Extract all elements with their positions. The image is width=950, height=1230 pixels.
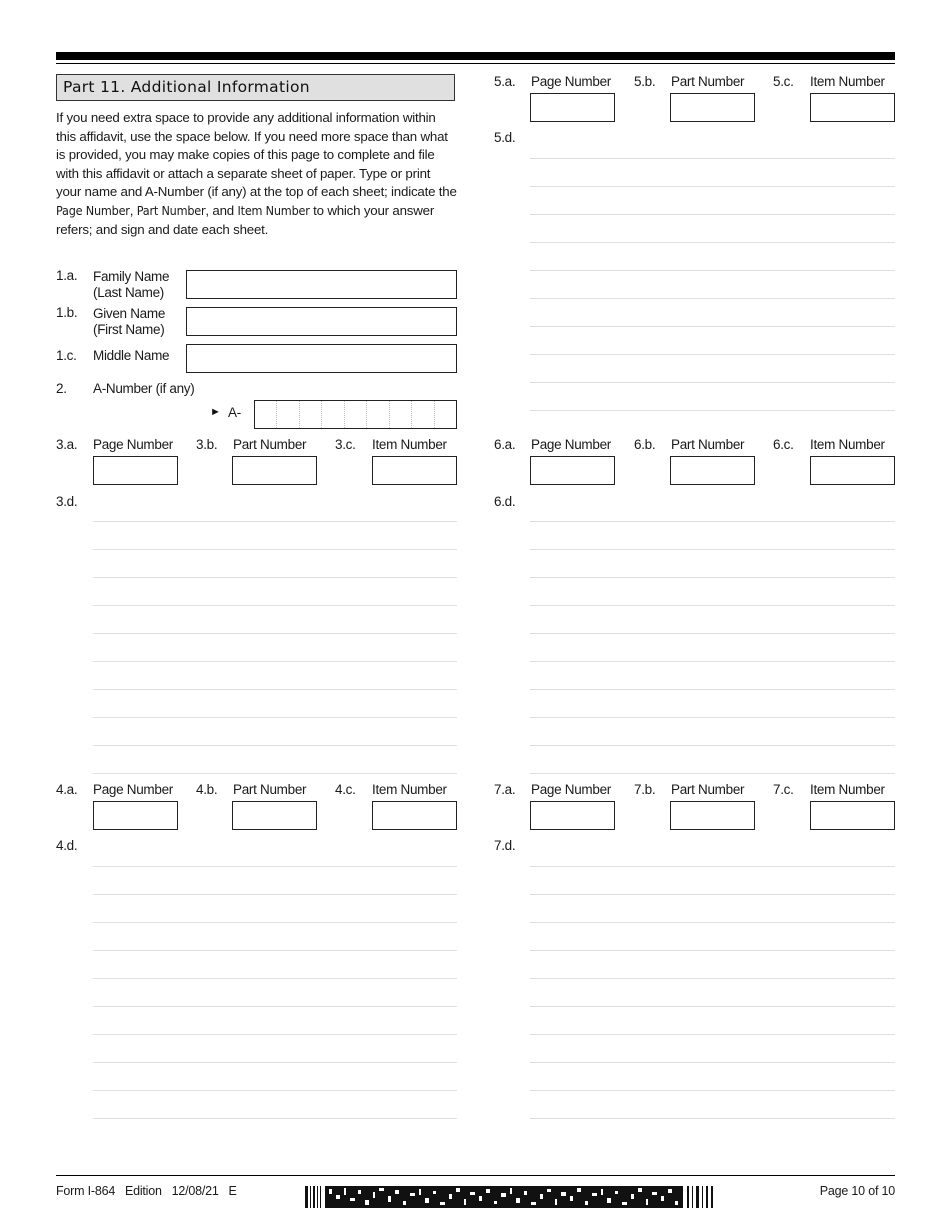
item-number-4c: 4.c. [335, 782, 356, 797]
item-number-label: Item Number [810, 782, 885, 797]
item-number-5a: 5.a. [494, 74, 516, 89]
item-number-7d: 7.d. [494, 838, 516, 853]
item-number-7a: 7.a. [494, 782, 516, 797]
page-number-input[interactable] [93, 801, 178, 830]
part-number-input[interactable] [670, 456, 755, 485]
middle-name-label: Middle Name [93, 348, 170, 363]
item-number-7c: 7.c. [773, 782, 794, 797]
item-number-2: 2. [56, 381, 67, 396]
page-indicator: Page 10 of 10 [819, 1184, 895, 1198]
item-number-label: Item Number [372, 782, 447, 797]
a-number-prefix: A- [228, 405, 241, 420]
page-number-label: Page Number [531, 74, 611, 89]
form-edition: Form I-864 Edition 12/08/21 E [56, 1184, 237, 1198]
a-number-label: A-Number (if any) [93, 381, 195, 396]
part-number-input[interactable] [232, 801, 317, 830]
item-number-7b: 7.b. [634, 782, 656, 797]
answer-lines[interactable] [530, 838, 895, 1120]
part-number-label: Part Number [671, 782, 745, 797]
footer-rule [56, 1175, 895, 1176]
item-number-6b: 6.b. [634, 437, 656, 452]
item-number-4d: 4.d. [56, 838, 78, 853]
item-number-1a: 1.a. [56, 268, 78, 283]
part-number-input[interactable] [670, 801, 755, 830]
page-number-label: Page Number [531, 437, 611, 452]
given-name-input[interactable] [186, 307, 457, 336]
answer-lines[interactable] [93, 493, 457, 775]
page-number-input[interactable] [530, 93, 615, 122]
item-number-label: Item Number [810, 437, 885, 452]
item-number-5d: 5.d. [494, 130, 516, 145]
item-number-input[interactable] [810, 801, 895, 830]
part-number-input[interactable] [232, 456, 317, 485]
item-number-input[interactable] [372, 801, 457, 830]
part-number-input[interactable] [670, 93, 755, 122]
page-number-input[interactable] [530, 456, 615, 485]
item-number-1c: 1.c. [56, 348, 77, 363]
part-number-label: Part Number [671, 437, 745, 452]
header-rule-thick [56, 52, 895, 60]
middle-name-input[interactable] [186, 344, 457, 373]
item-number-4a: 4.a. [56, 782, 78, 797]
item-number-6c: 6.c. [773, 437, 794, 452]
instructions-text: If you need extra space to provide any additional information within this affidavit, use the space below. If you need more space than what is provided, you may make copies of this page to complete and file with this affidavit or attach a separate sheet of paper. Type or print your name and A-Number (if any) at the top of each sheet; indicate the Page Number, Part Number, and Item Number to which your answer refers; and sign and date each sheet. [56, 110, 457, 237]
part-number-label: Part Number [233, 782, 307, 797]
item-number-1b: 1.b. [56, 305, 78, 320]
page-number-input[interactable] [93, 456, 178, 485]
item-number-input[interactable] [372, 456, 457, 485]
item-number-5c: 5.c. [773, 74, 794, 89]
family-name-input[interactable] [186, 270, 457, 299]
page-number-label: Page Number [93, 782, 173, 797]
a-number-input[interactable] [254, 400, 457, 429]
arrow-right-icon: ► [210, 406, 221, 418]
part-number-label: Part Number [671, 74, 745, 89]
item-number-6d: 6.d. [494, 494, 516, 509]
given-name-label: Given Name (First Name) [93, 306, 166, 337]
item-number-6a: 6.a. [494, 437, 516, 452]
item-number-3d: 3.d. [56, 494, 78, 509]
answer-lines[interactable] [530, 130, 895, 412]
item-number-input[interactable] [810, 456, 895, 485]
part-number-label: Part Number [233, 437, 307, 452]
item-number-5b: 5.b. [634, 74, 656, 89]
page-number-input[interactable] [530, 801, 615, 830]
item-number-3a: 3.a. [56, 437, 78, 452]
item-number-3b: 3.b. [196, 437, 218, 452]
header-rule-thin [56, 63, 895, 64]
item-number-3c: 3.c. [335, 437, 356, 452]
item-number-input[interactable] [810, 93, 895, 122]
item-number-4b: 4.b. [196, 782, 218, 797]
part-11-header: Part 11. Additional Information [56, 74, 455, 101]
barcode-image [305, 1186, 713, 1208]
family-name-label: Family Name (Last Name) [93, 269, 170, 300]
page-number-label: Page Number [93, 437, 173, 452]
item-number-label: Item Number [372, 437, 447, 452]
item-number-label: Item Number [810, 74, 885, 89]
page-number-label: Page Number [531, 782, 611, 797]
answer-lines[interactable] [530, 493, 895, 775]
answer-lines[interactable] [93, 838, 457, 1120]
